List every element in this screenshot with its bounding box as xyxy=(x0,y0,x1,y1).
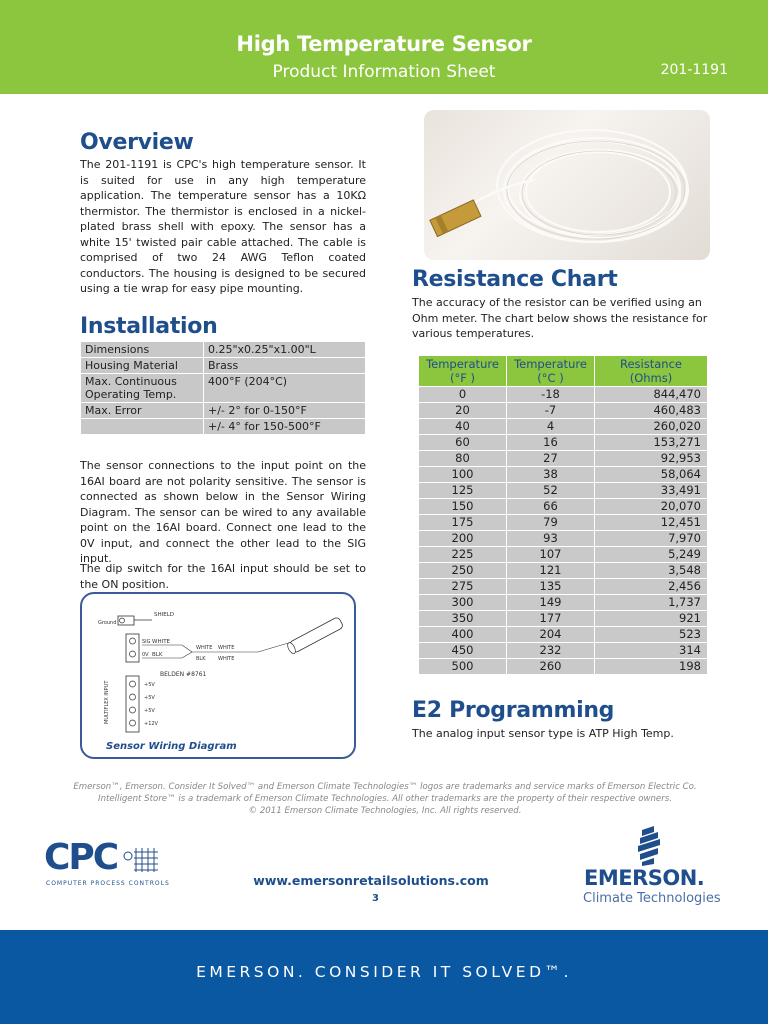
programming-text: The analog input sensor type is ATP High Temp. xyxy=(412,727,674,740)
voltage-label: +5V xyxy=(144,695,155,701)
table-row xyxy=(419,579,708,595)
resistance-cell: 7,970 xyxy=(595,531,708,547)
temperature-f-cell: 175 xyxy=(419,515,507,531)
resistance-cell: 523 xyxy=(595,627,708,643)
header-line: (°C ) xyxy=(537,371,564,385)
table-row xyxy=(419,627,708,643)
legal-line: Emerson™, Emerson. Consider It Solved™ and Emerson Climate Technologies™ logos are trademarks and service marks of Emerson Electric Co. xyxy=(73,782,697,792)
legal-notice xyxy=(60,781,710,817)
resistance-cell: 153,271 xyxy=(595,435,708,451)
resistance-cell: 5,249 xyxy=(595,547,708,563)
temperature-c-cell: 52 xyxy=(507,483,595,499)
cpc-logo xyxy=(44,838,174,890)
voltage-label: +5V xyxy=(144,708,155,714)
spec-row xyxy=(81,403,366,419)
programming-heading: E2 Programming xyxy=(412,698,615,723)
footer-slogan: EMERSON. CONSIDER IT SOLVED™. xyxy=(196,963,572,981)
document-number: 201-1191 xyxy=(660,62,728,78)
temperature-f-cell: 350 xyxy=(419,611,507,627)
table-row xyxy=(419,435,708,451)
resistance-text: The accuracy of the resistor can be verified using an Ohm meter. The chart below shows the resistance for various temperatures. xyxy=(412,296,708,340)
resistance-table-body xyxy=(419,387,708,675)
resistance-cell: 198 xyxy=(595,659,708,675)
temperature-f-cell: 80 xyxy=(419,451,507,467)
spec-value: +/- 2° for 0-150°F xyxy=(204,403,366,419)
header-line: Resistance xyxy=(620,357,682,371)
table-row xyxy=(419,515,708,531)
column-header-fahrenheit xyxy=(419,356,507,387)
temperature-c-cell: 4 xyxy=(507,419,595,435)
resistance-table xyxy=(418,355,708,675)
spec-row xyxy=(81,374,366,403)
temperature-f-cell: 275 xyxy=(419,579,507,595)
temperature-f-cell: 200 xyxy=(419,531,507,547)
wire-white-label: WHITE xyxy=(152,639,171,645)
header-line: (°F ) xyxy=(450,371,475,385)
table-row xyxy=(419,595,708,611)
resistance-cell: 460,483 xyxy=(595,403,708,419)
emerson-wordmark: EMERSON. xyxy=(584,866,705,890)
temperature-f-cell: 300 xyxy=(419,595,507,611)
temperature-c-cell: 16 xyxy=(507,435,595,451)
table-row xyxy=(419,403,708,419)
voltage-label: +12V xyxy=(144,721,158,727)
page-subtitle: Product Information Sheet xyxy=(272,62,496,82)
sensor-cable-image xyxy=(424,110,710,260)
page-number: 3 xyxy=(372,893,379,904)
installation-text: The sensor connections to the input point on the 16AI board are not polarity sensitive. The sensor is connected as shown below in the Sensor Wiring Diagram. The sensor can be wired to any available point on the 16AI board. Connect one lead to the 0V input, and connect the other lead to the SIG input. xyxy=(80,459,366,565)
spec-label xyxy=(81,419,204,435)
dip-switch-text: The dip switch for the 16AI input should be set to the ON position. xyxy=(80,562,366,591)
temperature-c-cell: 93 xyxy=(507,531,595,547)
temperature-f-cell: 60 xyxy=(419,435,507,451)
resistance-cell: 921 xyxy=(595,611,708,627)
resistance-cell: 58,064 xyxy=(595,467,708,483)
spec-row xyxy=(81,358,366,374)
sensor-wiring-diagram xyxy=(80,592,356,759)
table-row xyxy=(419,563,708,579)
resistance-cell: 33,491 xyxy=(595,483,708,499)
temperature-c-cell: 177 xyxy=(507,611,595,627)
temperature-c-cell: 27 xyxy=(507,451,595,467)
temperature-f-cell: 150 xyxy=(419,499,507,515)
overview-text: The 201-1191 is CPC's high temperature sensor. It is suited for use in any high temperature application. The temperature sensor has a 10KΩ thermistor. The thermistor is enclosed in a nickel-plated brass shell with epoxy. The sensor has a white 15' twisted pair cable attached. The cable is comprised of two 24 AWG Teflon coated conductors. The housing is designed to be secured using a tie wrap for easy pipe mounting. xyxy=(80,158,366,295)
installation-heading: Installation xyxy=(80,314,218,339)
temperature-f-cell: 20 xyxy=(419,403,507,419)
table-row xyxy=(419,643,708,659)
spec-table xyxy=(80,341,366,435)
resistance-heading: Resistance Chart xyxy=(412,267,618,292)
header-banner xyxy=(0,0,768,94)
voltage-label: +5V xyxy=(144,682,155,688)
header-line: Temperature xyxy=(514,357,587,371)
wire-blk-label: BLK xyxy=(152,652,163,658)
spec-value: 400°F (204°C) xyxy=(204,374,366,403)
wire-white-label: WHITE xyxy=(196,645,213,651)
spec-label: Max. Continuous Operating Temp. xyxy=(81,374,204,403)
temperature-f-cell: 125 xyxy=(419,483,507,499)
legal-line: Intelligent Store™ is a trademark of Emerson Climate Technologies. All other trademarks are the property of their respective owners. xyxy=(98,794,672,804)
temperature-f-cell: 100 xyxy=(419,467,507,483)
temperature-f-cell: 250 xyxy=(419,563,507,579)
table-row xyxy=(419,419,708,435)
belden-label: BELDEN #8761 xyxy=(160,671,207,678)
column-header-resistance xyxy=(595,356,708,387)
temperature-c-cell: 260 xyxy=(507,659,595,675)
temperature-f-cell: 450 xyxy=(419,643,507,659)
resistance-cell: 3,548 xyxy=(595,563,708,579)
ov-label: 0V xyxy=(142,652,149,658)
spec-value: Brass xyxy=(204,358,366,374)
wire-white-label: WHITE xyxy=(218,656,235,662)
legal-line: © 2011 Emerson Climate Technologies, Inc. All rights reserved. xyxy=(248,806,522,816)
temperature-c-cell: 204 xyxy=(507,627,595,643)
wire-blk-label: BLK xyxy=(196,656,206,662)
temperature-c-cell: 232 xyxy=(507,643,595,659)
spec-value: 0.25"x0.25"x1.00"L xyxy=(204,342,366,358)
table-row xyxy=(419,467,708,483)
wire-white-label: WHITE xyxy=(218,645,235,651)
sig-label: SIG xyxy=(142,639,151,645)
resistance-cell: 260,020 xyxy=(595,419,708,435)
temperature-c-cell: 149 xyxy=(507,595,595,611)
spec-label: Housing Material xyxy=(81,358,204,374)
footer-banner xyxy=(0,930,768,1024)
overview-heading: Overview xyxy=(80,130,194,155)
resistance-cell: 314 xyxy=(595,643,708,659)
ground-label: Ground xyxy=(98,620,117,626)
resistance-cell: 1,737 xyxy=(595,595,708,611)
spec-label: Max. Error xyxy=(81,403,204,419)
multiflex-input-label: MULTIFLEX INPUT xyxy=(104,680,110,724)
temperature-f-cell: 500 xyxy=(419,659,507,675)
cpc-logo-text: CPC xyxy=(44,837,118,878)
spec-row xyxy=(81,419,366,435)
table-row xyxy=(419,547,708,563)
page-title: High Temperature Sensor xyxy=(236,32,532,56)
table-row xyxy=(419,499,708,515)
table-row xyxy=(419,387,708,403)
temperature-c-cell: 38 xyxy=(507,467,595,483)
wiring-diagram-drawing xyxy=(82,594,356,759)
spec-row xyxy=(81,342,366,358)
spec-label: Dimensions xyxy=(81,342,204,358)
temperature-c-cell: -7 xyxy=(507,403,595,419)
temperature-f-cell: 0 xyxy=(419,387,507,403)
resistance-cell: 20,070 xyxy=(595,499,708,515)
table-row xyxy=(419,659,708,675)
temperature-f-cell: 40 xyxy=(419,419,507,435)
website-link[interactable]: www.emersonretailsolutions.com xyxy=(253,873,489,888)
temperature-c-cell: 66 xyxy=(507,499,595,515)
table-header-row xyxy=(419,356,708,387)
header-line: (Ohms) xyxy=(629,371,673,385)
table-row xyxy=(419,451,708,467)
column-header-celsius xyxy=(507,356,595,387)
table-row xyxy=(419,483,708,499)
spec-value: +/- 4° for 150-500°F xyxy=(204,419,366,435)
resistance-cell: 844,470 xyxy=(595,387,708,403)
table-row xyxy=(419,531,708,547)
temperature-c-cell: -18 xyxy=(507,387,595,403)
temperature-c-cell: 121 xyxy=(507,563,595,579)
temperature-c-cell: 79 xyxy=(507,515,595,531)
emerson-subtitle: Climate Technologies xyxy=(583,891,721,906)
resistance-cell: 2,456 xyxy=(595,579,708,595)
resistance-cell: 92,953 xyxy=(595,451,708,467)
product-photo xyxy=(424,110,710,260)
temperature-c-cell: 135 xyxy=(507,579,595,595)
temperature-f-cell: 225 xyxy=(419,547,507,563)
table-row xyxy=(419,611,708,627)
diagram-caption: Sensor Wiring Diagram xyxy=(106,741,237,752)
temperature-c-cell: 107 xyxy=(507,547,595,563)
shield-label: SHIELD xyxy=(154,612,175,618)
header-line: Temperature xyxy=(426,357,499,371)
resistance-cell: 12,451 xyxy=(595,515,708,531)
cpc-grid-icon xyxy=(122,844,170,874)
temperature-f-cell: 400 xyxy=(419,627,507,643)
cpc-tagline: COMPUTER PROCESS CONTROLS xyxy=(46,880,170,887)
